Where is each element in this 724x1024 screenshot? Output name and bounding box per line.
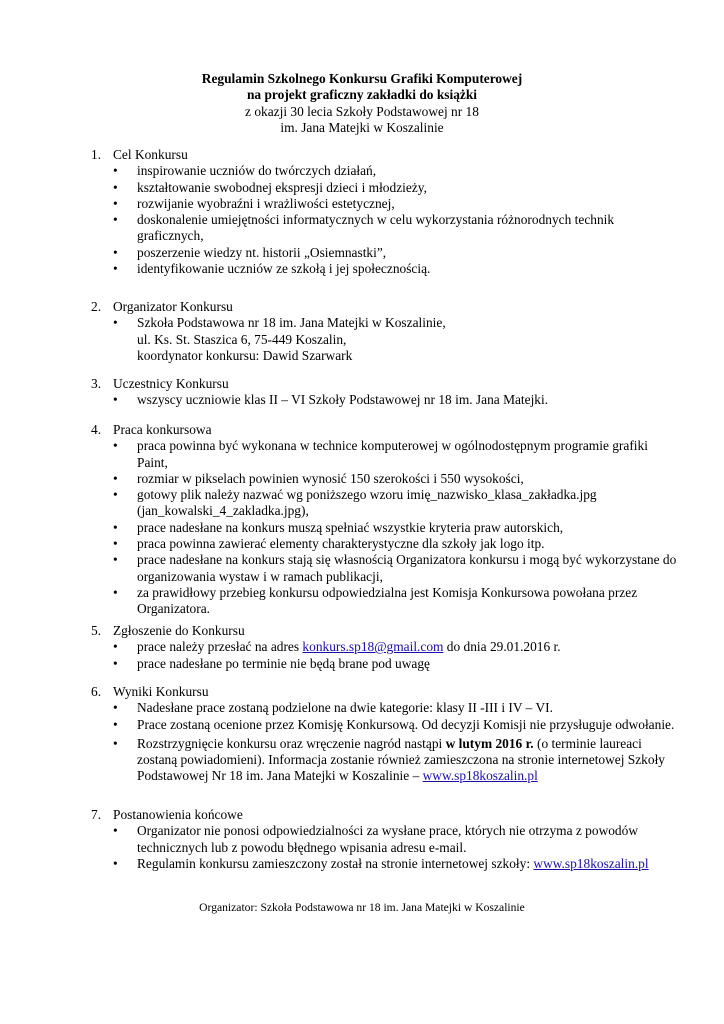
page-footer: Organizator: Szkoła Podstawowa nr 18 im. Jana Matejki w Koszalinie	[199, 901, 525, 914]
section-organizator	[91, 299, 681, 364]
section-heading: Organizator Konkursu	[113, 299, 233, 314]
bullet-list	[91, 315, 681, 364]
list-item	[91, 520, 681, 536]
date-emphasis: w lutym 2016 r.	[445, 735, 534, 751]
list-item-text: Rozstrzygnięcie konkursu oraz wręczenie nagród nastąpi	[137, 735, 446, 751]
list-item	[91, 717, 681, 733]
list-item	[91, 180, 681, 196]
section-number: 4.	[91, 422, 102, 437]
bullet-list	[91, 392, 681, 408]
email-link[interactable]: konkurs.sp18@gmail.com	[302, 639, 444, 655]
section-number: 6.	[91, 684, 102, 699]
bullet-icon: •	[113, 392, 118, 408]
section-postanowienia	[91, 807, 681, 872]
list-item	[91, 163, 681, 179]
title-line-1: Regulamin Szkolnego Konkursu Grafiki Komputerowej	[201, 71, 523, 86]
bullet-list	[91, 163, 681, 277]
list-item	[91, 823, 681, 856]
website-link[interactable]: www.sp18koszalin.pl	[533, 855, 649, 871]
bullet-icon: •	[113, 536, 118, 552]
bullet-icon: •	[113, 470, 118, 486]
section-number: 1.	[91, 147, 102, 162]
list-item-text: praca powinna zawierać elementy charakterystyczne dla szkoły jak logo itp.	[137, 536, 545, 552]
list-item-text: za prawidłowy przebieg konkursu odpowiedzialna jest Komisja Konkursowa powołana przez Organizatora.	[137, 584, 638, 617]
bullet-icon: •	[113, 700, 118, 716]
title-line-4: im. Jana Matejki w Koszalinie	[280, 119, 444, 135]
list-item-text: prace nadesłane na konkurs muszą spełniać wszystkie kryteria praw autorskich,	[137, 519, 564, 535]
list-item	[91, 656, 681, 672]
bullet-icon: •	[113, 855, 118, 871]
bullet-icon: •	[113, 519, 118, 535]
section-number: 2.	[91, 299, 102, 314]
bullet-list	[91, 823, 681, 872]
section-wyniki	[91, 684, 681, 785]
list-item-text: prace nadesłane po terminie nie będą brane pod uwagę	[137, 655, 430, 671]
bullet-icon: •	[113, 438, 118, 454]
bullet-icon: •	[113, 212, 118, 228]
list-item	[91, 471, 681, 487]
list-item-text: do dnia 29.01.2016 r.	[443, 639, 561, 655]
title-line-3: z okazji 30 lecia Szkoły Podstawowej nr 18	[245, 103, 479, 119]
title-line-2: na projekt graficzny zakładki do książki	[246, 87, 478, 103]
section-heading: Praca konkursowa	[113, 422, 212, 437]
section-heading: Uczestnicy Konkursu	[113, 376, 229, 391]
list-item	[91, 639, 681, 655]
bullet-icon: •	[113, 584, 118, 600]
list-item-text: Regulamin konkursu zamieszczony został na stronie internetowej szkoły:	[137, 855, 534, 871]
list-item	[91, 736, 681, 785]
list-item-text: inspirowanie uczniów do twórczych działań,	[137, 163, 377, 179]
list-item-text: doskonalenie umiejętności informatycznych w celu wykorzystania różnorodnych technik graficznych,	[137, 212, 615, 244]
list-item-text: rozwijanie wyobraźni i wrażliwości estetycznej,	[137, 195, 395, 211]
bullet-list	[91, 639, 681, 672]
list-item	[91, 245, 681, 261]
list-item-text: Prace zostaną ocenione przez Komisję Konkursową. Od decyzji Komisji nie przysługuje odwołanie.	[137, 716, 675, 732]
bullet-icon: •	[113, 261, 118, 277]
list-item	[91, 487, 681, 520]
document-title	[0, 71, 724, 136]
section-heading: Wyniki Konkursu	[113, 684, 209, 699]
website-link[interactable]: www.sp18koszalin.pl	[422, 768, 538, 784]
section-praca-konkursowa	[91, 422, 681, 618]
list-item	[91, 585, 681, 618]
list-item-text: gotowy plik należy nazwać wg poniższego wzoru imię_nazwisko_klasa_zakładka.jpg (jan_kowalski_4_zakladka.jpg),	[137, 487, 597, 519]
list-item-text: wszyscy uczniowie klas II – VI Szkoły Podstawowej nr 18 im. Jana Matejki.	[137, 392, 549, 408]
list-item-text: prace należy przesłać na adres	[137, 639, 303, 655]
bullet-icon: •	[113, 716, 118, 732]
organizer-name: Szkoła Podstawowa nr 18 im. Jana Matejki w Koszalinie,	[137, 315, 446, 331]
section-number: 3.	[91, 376, 102, 391]
list-item	[91, 552, 681, 585]
bullet-icon: •	[113, 655, 118, 671]
section-number: 5.	[91, 623, 102, 638]
bullet-icon: •	[113, 163, 118, 179]
bullet-list	[91, 438, 681, 617]
list-item-text: poszerzenie wiedzy nt. historii „Osiemnastki”,	[137, 244, 387, 260]
section-number: 7.	[91, 807, 102, 822]
list-item	[91, 392, 681, 408]
bullet-list	[91, 700, 681, 784]
list-item-text: Nadesłane prace zostaną podzielone na dwie kategorie: klasy II -III i IV – VI.	[137, 700, 553, 716]
bullet-icon: •	[113, 735, 118, 751]
list-item-text: praca powinna być wykonana w technice komputerowej w ogólnodostępnym programie grafiki Paint,	[137, 438, 648, 470]
bullet-icon: •	[113, 195, 118, 211]
list-item	[91, 212, 681, 245]
bullet-icon: •	[113, 487, 118, 503]
list-item	[91, 856, 681, 872]
list-item	[91, 536, 681, 552]
bullet-icon: •	[113, 639, 118, 655]
list-item	[91, 261, 681, 277]
list-item-text: Organizator nie ponosi odpowiedzialności za wysłane prace, których nie otrzyma z powodów technicznych lub z powodu błędnego wpisania adresu e-mail.	[137, 823, 638, 855]
section-heading: Postanowienia końcowe	[113, 807, 243, 822]
organizer-address: ul. Ks. St. Staszica 6, 75-449 Koszalin,	[137, 331, 347, 347]
list-item	[91, 700, 681, 716]
bullet-icon: •	[113, 244, 118, 260]
section-cel-konkursu	[91, 147, 681, 277]
section-uczestnicy	[91, 376, 681, 409]
list-item-text: (o terminie laureaci zostaną powiadomieni). Informacja zostanie również zamieszczona na stronie internetowej Szkoły Podstawowej Nr 18 im. Jana Matejki w Koszalinie –	[137, 735, 665, 784]
bullet-icon: •	[113, 823, 118, 839]
list-item-text: rozmiar w pikselach powinien wynosić 150 szerokości i 550 wysokości,	[137, 470, 524, 486]
list-item-text: prace nadesłane na konkurs stają się własnością Organizatora konkursu i mogą być wykorzystane do organizowania wystaw i w ramach publikacji,	[137, 552, 677, 584]
list-item-text: kształtowanie swobodnej ekspresji dzieci i młodzieży,	[137, 179, 427, 195]
section-heading: Cel Konkursu	[113, 147, 188, 162]
bullet-icon: •	[113, 315, 118, 331]
organizer-coordinator: koordynator konkursu: Dawid Szarwark	[137, 347, 353, 363]
list-item	[91, 315, 681, 364]
section-heading: Zgłoszenie do Konkursu	[113, 623, 245, 638]
list-item	[91, 196, 681, 212]
bullet-icon: •	[113, 552, 118, 568]
section-zgloszenie	[91, 623, 681, 672]
list-item-text: identyfikowanie uczniów ze szkołą i jej społecznością.	[137, 261, 431, 277]
bullet-icon: •	[113, 179, 118, 195]
list-item	[91, 438, 681, 471]
